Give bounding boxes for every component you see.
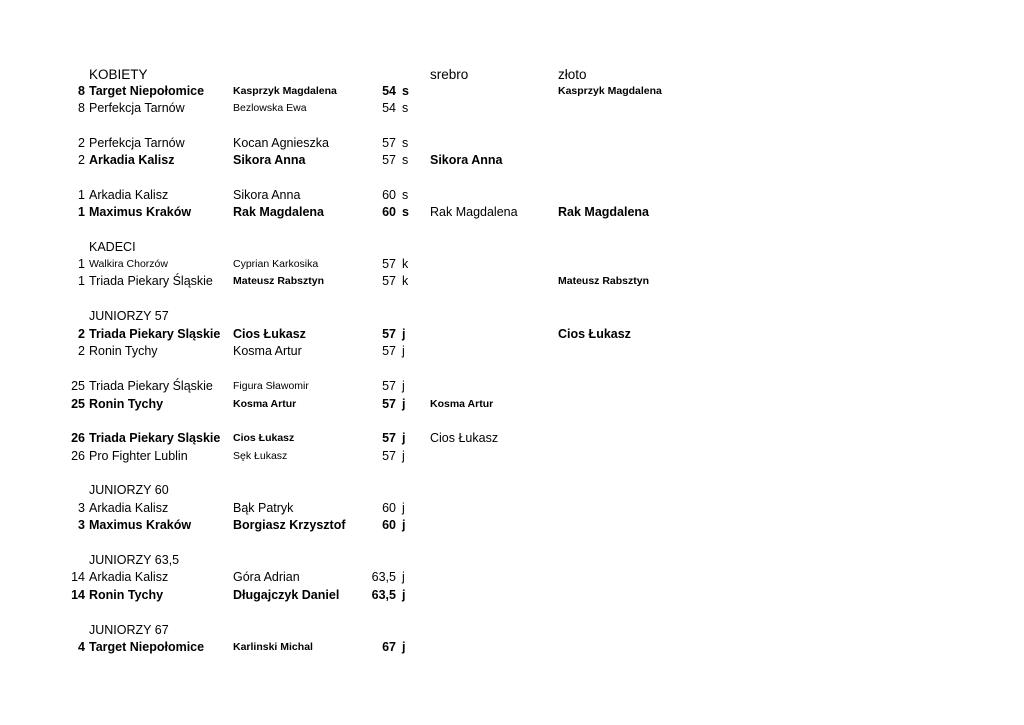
entry-number: 26: [71, 449, 85, 463]
section-title: JUNIORZY 63,5: [89, 553, 180, 567]
silver-header: srebro: [430, 67, 469, 82]
weight-class: 60: [382, 501, 396, 515]
entry-number: 1: [78, 188, 85, 202]
entry-number: 25: [71, 397, 85, 411]
fighter-name: Rak Magdalena: [233, 205, 325, 219]
entry-number: 2: [78, 344, 85, 358]
silver-medalist: Sikora Anna: [430, 153, 503, 167]
fighter-name: Sęk Łukasz: [233, 450, 288, 462]
category-code: s: [402, 205, 409, 219]
fighter-name: Bezlowska Ewa: [233, 102, 307, 114]
category-code: j: [402, 431, 406, 445]
weight-class: 57: [382, 344, 396, 358]
section-row: [0, 622, 1024, 639]
result-row: [0, 430, 1024, 447]
category-code: k: [402, 257, 409, 271]
result-row: [0, 569, 1024, 586]
category-code: j: [402, 501, 405, 515]
fighter-name: Cios Łukasz: [233, 432, 295, 444]
result-row: [0, 587, 1024, 604]
section-row: [0, 552, 1024, 569]
weight-class: 57: [382, 274, 396, 288]
result-row: [0, 639, 1024, 656]
fighter-name: Cios Łukasz: [233, 327, 306, 341]
result-row: [0, 378, 1024, 395]
club-name: Triada Piekary Sląskie: [89, 327, 221, 341]
silver-medalist: Rak Magdalena: [430, 205, 518, 219]
club-name: Arkadia Kalisz: [89, 153, 175, 167]
club-name: Maximus Kraków: [89, 205, 192, 219]
entry-number: 8: [78, 84, 85, 98]
section-title: JUNIORZY 60: [89, 483, 169, 497]
category-code: s: [402, 84, 409, 98]
club-name: Perfekcja Tarnów: [89, 136, 185, 150]
club-name: Pro Fighter Lublin: [89, 449, 188, 463]
entry-number: 1: [78, 257, 85, 271]
weight-class: 57: [382, 136, 396, 150]
category-code: s: [402, 101, 409, 115]
entry-number: 3: [78, 518, 85, 532]
entry-number: 8: [78, 101, 85, 115]
fighter-name: Kosma Artur: [233, 344, 302, 358]
result-row: [0, 204, 1024, 221]
gold-medalist: Rak Magdalena: [558, 205, 650, 219]
result-row: [0, 83, 1024, 100]
result-row: [0, 100, 1024, 117]
weight-class: 63,5: [371, 570, 396, 584]
weight-class: 57: [382, 379, 396, 393]
category-code: j: [402, 449, 405, 463]
section-row: [0, 239, 1024, 256]
entry-number: 14: [71, 588, 85, 602]
club-name: Walkira Chorzów: [89, 258, 168, 270]
fighter-name: Borgiasz Krzysztof: [233, 518, 346, 532]
result-row: [0, 152, 1024, 169]
club-name: Triada Piekary Sląskie: [89, 431, 221, 445]
fighter-name: Kocan Agnieszka: [233, 136, 329, 150]
fighter-name: Sikora Anna: [233, 153, 306, 167]
club-name: Maximus Kraków: [89, 518, 192, 532]
gold-medalist: Kasprzyk Magdalena: [558, 85, 662, 97]
fighter-name: Bąk Patryk: [233, 501, 294, 515]
category-code: s: [402, 136, 409, 150]
club-name: Triada Piekary Śląskie: [89, 274, 213, 288]
weight-class: 57: [382, 153, 396, 167]
club-name: Target Niepołomice: [89, 640, 205, 654]
club-name: Arkadia Kalisz: [89, 570, 169, 584]
weight-class: 54: [382, 84, 396, 98]
category-code: j: [402, 344, 405, 358]
club-name: Perfekcja Tarnów: [89, 101, 185, 115]
gold-medalist: Mateusz Rabsztyn: [558, 275, 650, 287]
category-code: j: [402, 327, 406, 341]
result-row: [0, 343, 1024, 360]
category-code: j: [402, 588, 406, 602]
section-title: JUNIORZY 67: [89, 623, 169, 637]
weight-class: 57: [382, 257, 396, 271]
weight-class: 67: [382, 640, 396, 654]
result-row: [0, 187, 1024, 204]
entry-number: 1: [78, 205, 85, 219]
entry-number: 2: [78, 153, 85, 167]
weight-class: 60: [382, 205, 396, 219]
fighter-name: Długajczyk Daniel: [233, 588, 340, 602]
club-name: Arkadia Kalisz: [89, 501, 169, 515]
section-row: [0, 308, 1024, 325]
fighter-name: Kosma Artur: [233, 398, 297, 410]
fighter-name: Cyprian Karkosika: [233, 258, 319, 270]
club-name: Triada Piekary Śląskie: [89, 379, 213, 393]
category-code: j: [402, 379, 405, 393]
category-code: j: [402, 570, 405, 584]
fighter-name: Figura Sławomir: [233, 380, 309, 392]
category-code: j: [402, 640, 406, 654]
club-name: Ronin Tychy: [89, 588, 164, 602]
club-name: Ronin Tychy: [89, 397, 164, 411]
section-row: [0, 482, 1024, 499]
fighter-name: Mateusz Rabsztyn: [233, 275, 325, 287]
weight-class: 57: [382, 327, 396, 341]
weight-class: 60: [382, 518, 396, 532]
weight-class: 57: [382, 449, 396, 463]
club-name: Arkadia Kalisz: [89, 188, 169, 202]
result-row: [0, 448, 1024, 465]
entry-number: 25: [71, 379, 85, 393]
entry-number: 14: [71, 570, 85, 584]
entry-number: 3: [78, 501, 85, 515]
fighter-name: Góra Adrian: [233, 570, 300, 584]
category-code: j: [402, 397, 406, 411]
section-title: KADECI: [89, 240, 136, 254]
entry-number: 1: [78, 274, 85, 288]
result-row: [0, 135, 1024, 152]
club-name: Target Niepołomice: [89, 84, 205, 98]
weight-class: 54: [382, 101, 396, 115]
gold-header: złoto: [558, 67, 587, 82]
entry-number: 4: [78, 640, 85, 654]
result-row: [0, 500, 1024, 517]
header-row: [0, 66, 1024, 83]
silver-medalist: Kosma Artur: [430, 398, 494, 410]
category-code: s: [402, 153, 409, 167]
result-row: [0, 256, 1024, 273]
category-header: KOBIETY: [89, 67, 148, 82]
category-code: j: [402, 518, 406, 532]
category-code: k: [402, 274, 409, 288]
section-title: JUNIORZY 57: [89, 309, 169, 323]
result-row: [0, 273, 1024, 290]
gold-medalist: Cios Łukasz: [558, 327, 631, 341]
weight-class: 63,5: [371, 588, 396, 602]
entry-number: 2: [78, 136, 85, 150]
silver-medalist: Cios Łukasz: [430, 431, 499, 445]
result-row: [0, 326, 1024, 343]
weight-class: 60: [382, 188, 396, 202]
category-code: s: [402, 188, 409, 202]
entry-number: 26: [71, 431, 85, 445]
fighter-name: Sikora Anna: [233, 188, 301, 202]
entry-number: 2: [78, 327, 85, 341]
result-row: [0, 396, 1024, 413]
weight-class: 57: [382, 431, 396, 445]
club-name: Ronin Tychy: [89, 344, 158, 358]
fighter-name: Karlinski Michal: [233, 641, 313, 653]
weight-class: 57: [382, 397, 396, 411]
fighter-name: Kasprzyk Magdalena: [233, 85, 337, 97]
result-row: [0, 517, 1024, 534]
